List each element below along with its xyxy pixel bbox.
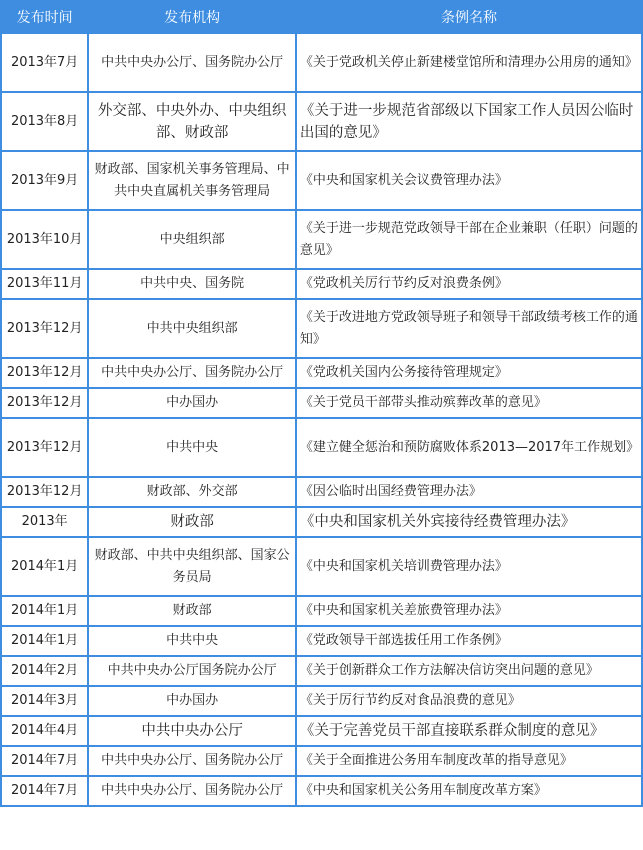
title-cell: 《党政领导干部选拔任用工作条例》 — [297, 627, 641, 655]
title-cell: 《关于厉行节约反对食品浪费的意见》 — [297, 687, 641, 715]
org-cell: 中共中央组织部 — [89, 300, 295, 357]
date-cell: 2014年1月 — [2, 597, 87, 625]
date-cell: 2013年12月 — [2, 359, 87, 387]
date-cell: 2014年2月 — [2, 657, 87, 685]
table-row — [2, 478, 641, 506]
org-cell: 中办国办 — [89, 687, 295, 715]
org-cell: 中共中央办公厅国务院办公厅 — [89, 657, 295, 685]
table-row — [2, 419, 641, 476]
date-cell: 2013年12月 — [2, 419, 87, 476]
org-cell: 财政部、外交部 — [89, 478, 295, 506]
org-cell: 中共中央办公厅、国务院办公厅 — [89, 359, 295, 387]
title-cell: 《中央和国家机关差旅费管理办法》 — [297, 597, 641, 625]
title-cell: 《关于完善党员干部直接联系群众制度的意见》 — [297, 717, 641, 745]
date-cell: 2013年12月 — [2, 300, 87, 357]
table-row — [2, 747, 641, 775]
title-cell: 《关于进一步规范省部级以下国家工作人员因公临时出国的意见》 — [297, 93, 641, 150]
org-cell: 财政部 — [89, 508, 295, 536]
title-cell: 《建立健全惩治和预防腐败体系2013—2017年工作规划》 — [297, 419, 641, 476]
date-cell: 2014年4月 — [2, 717, 87, 745]
date-cell: 2013年7月 — [2, 34, 87, 91]
date-cell: 2013年12月 — [2, 478, 87, 506]
date-cell: 2013年11月 — [2, 270, 87, 298]
title-cell: 《中央和国家机关外宾接待经费管理办法》 — [297, 508, 641, 536]
title-cell: 《中央和国家机关会议费管理办法》 — [297, 152, 641, 209]
table-row — [2, 300, 641, 357]
table-row — [2, 152, 641, 209]
org-cell: 中共中央、国务院 — [89, 270, 295, 298]
title-cell: 《党政机关厉行节约反对浪费条例》 — [297, 270, 641, 298]
date-cell: 2014年3月 — [2, 687, 87, 715]
title-cell: 《中央和国家机关公务用车制度改革方案》 — [297, 777, 641, 805]
table-row — [2, 597, 641, 625]
org-cell: 中共中央 — [89, 419, 295, 476]
table-row — [2, 389, 641, 417]
table-row — [2, 34, 641, 91]
title-cell: 《中央和国家机关培训费管理办法》 — [297, 538, 641, 595]
title-cell: 《关于党员干部带头推动殡葬改革的意见》 — [297, 389, 641, 417]
header-row — [2, 2, 641, 32]
table-row — [2, 508, 641, 536]
org-cell: 财政部 — [89, 597, 295, 625]
org-cell: 中央组织部 — [89, 211, 295, 268]
header-date: 发布时间 — [2, 2, 87, 32]
table-row — [2, 717, 641, 745]
table-row — [2, 93, 641, 150]
org-cell: 外交部、中央外办、中央组织部、财政部 — [89, 93, 295, 150]
date-cell: 2013年9月 — [2, 152, 87, 209]
table-row — [2, 657, 641, 685]
date-cell: 2014年1月 — [2, 538, 87, 595]
title-cell: 《关于改进地方党政领导班子和领导干部政绩考核工作的通知》 — [297, 300, 641, 357]
table-row — [2, 359, 641, 387]
date-cell: 2013年12月 — [2, 389, 87, 417]
date-cell: 2013年8月 — [2, 93, 87, 150]
date-cell: 2014年7月 — [2, 777, 87, 805]
table-row — [2, 687, 641, 715]
org-cell: 中共中央办公厅、国务院办公厅 — [89, 777, 295, 805]
date-cell: 2014年7月 — [2, 747, 87, 775]
title-cell: 《关于全面推进公务用车制度改革的指导意见》 — [297, 747, 641, 775]
date-cell: 2013年 — [2, 508, 87, 536]
table-body — [2, 34, 641, 805]
table-row — [2, 777, 641, 805]
title-cell: 《党政机关国内公务接待管理规定》 — [297, 359, 641, 387]
org-cell: 财政部、国家机关事务管理局、中共中央直属机关事务管理局 — [89, 152, 295, 209]
title-cell: 《关于进一步规范党政领导干部在企业兼职（任职）问题的意见》 — [297, 211, 641, 268]
table-row — [2, 627, 641, 655]
table-row — [2, 270, 641, 298]
date-cell: 2014年1月 — [2, 627, 87, 655]
org-cell: 中共中央 — [89, 627, 295, 655]
org-cell: 中办国办 — [89, 389, 295, 417]
title-cell: 《关于创新群众工作方法解决信访突出问题的意见》 — [297, 657, 641, 685]
org-cell: 中共中央办公厅 — [89, 717, 295, 745]
title-cell: 《关于党政机关停止新建楼堂馆所和清理办公用房的通知》 — [297, 34, 641, 91]
header-title: 条例名称 — [297, 2, 641, 32]
table-row — [2, 538, 641, 595]
table-row — [2, 211, 641, 268]
header-org: 发布机构 — [89, 2, 295, 32]
title-cell: 《因公临时出国经费管理办法》 — [297, 478, 641, 506]
date-cell: 2013年10月 — [2, 211, 87, 268]
org-cell: 中共中央办公厅、国务院办公厅 — [89, 747, 295, 775]
org-cell: 财政部、中共中央组织部、国家公务员局 — [89, 538, 295, 595]
org-cell: 中共中央办公厅、国务院办公厅 — [89, 34, 295, 91]
